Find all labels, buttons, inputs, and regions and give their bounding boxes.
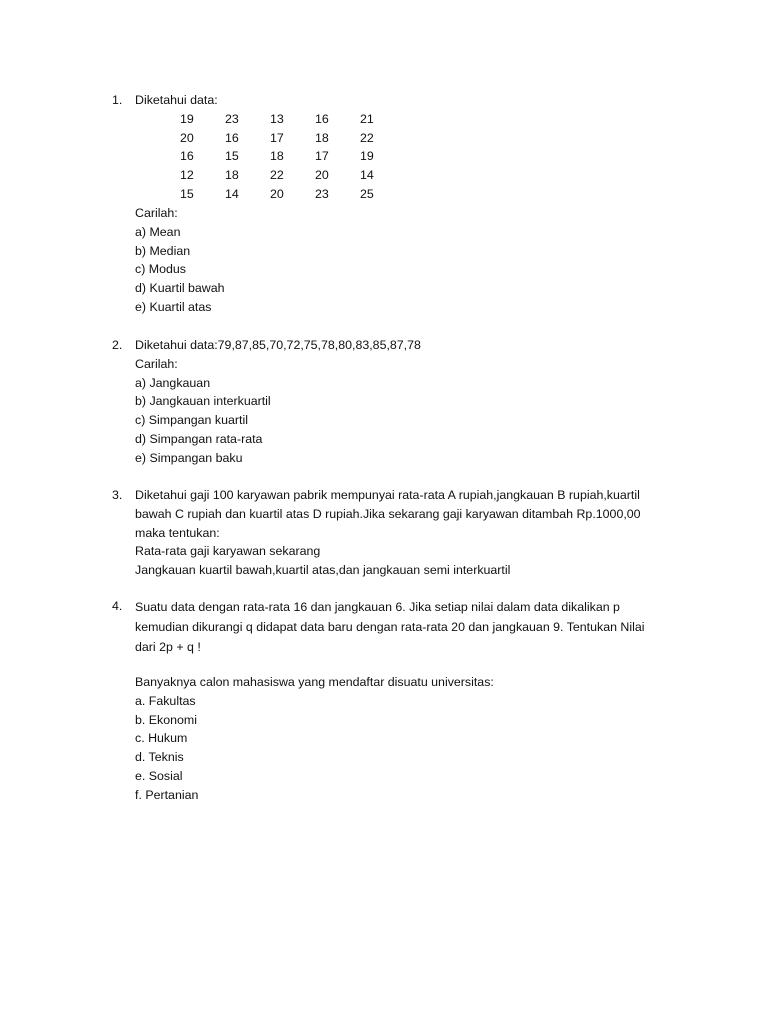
table-cell: 12 [180,168,194,183]
table-cell: 23 [225,111,239,126]
table-cell: 13 [270,111,284,126]
table-cell: 20 [315,168,329,183]
question-number: 4. [112,599,123,613]
question-intro: Diketahui data: [135,93,218,107]
list-item: c. Hukum [135,731,188,746]
list-item: b) Jangkauan interkuartil [135,394,271,409]
question-number: 3. [112,488,123,502]
table-row [180,185,405,204]
list-item: d. Teknis [135,750,184,765]
table-row [180,110,405,129]
list-item: a) Mean [135,224,181,239]
list-item: b. Ekonomi [135,712,197,727]
question-text-line: kemudian dikurangi q didapat data baru dengan rata-rata 20 dan jangkauan 9. Tentukan Nilai [135,620,645,634]
table-cell: 16 [315,111,329,126]
table-cell: 21 [360,111,374,126]
data-table [180,110,405,204]
question-intro: Banyaknya calon mahasiswa yang mendaftar disuatu universitas: [135,675,494,689]
table-cell: 17 [315,149,329,164]
list-item: c) Simpangan kuartil [135,413,248,428]
list-item: Rata-rata gaji karyawan sekarang [135,544,321,559]
list-item: e) Simpangan baku [135,450,243,465]
list-item: e. Sosial [135,768,183,783]
question-text-line: Diketahui gaji 100 karyawan pabrik mempunyai rata-rata A rupiah,jangkauan B rupiah,kuartil [135,488,640,502]
table-cell: 14 [225,186,239,201]
question-number: 1. [112,93,123,107]
table-row [180,147,405,166]
list-item: a) Jangkauan [135,375,211,390]
question-body [135,91,675,110]
table-cell: 17 [270,130,284,145]
table-cell: 18 [225,168,239,183]
list-item: Jangkauan kuartil bawah,kuartil atas,dan jangkauan semi interkuartil [135,563,511,578]
table-cell: 22 [360,130,374,145]
table-cell: 20 [180,130,194,145]
table-cell: 18 [315,130,329,145]
question-body [135,486,675,580]
list-item: c) Modus [135,262,186,277]
question-ask: Carilah: [135,206,178,220]
table-cell: 19 [180,111,194,126]
list-item: b) Median [135,243,191,258]
question-body [135,336,675,468]
list-item: d) Simpangan rata-rata [135,431,263,446]
table-cell: 15 [180,186,194,201]
list-item: d) Kuartil bawah [135,281,225,296]
question-text-line: dari 2p + q ! [135,640,201,654]
table-cell: 16 [225,130,239,145]
question-text-line: Suatu data dengan rata-rata 16 dan jangkauan 6. Jika setiap nilai dalam data dikalikan p [135,600,620,614]
list-item: e) Kuartil atas [135,299,212,314]
table-cell: 18 [270,149,284,164]
list-item: f. Pertanian [135,787,199,802]
list-item: a. Fakultas [135,693,196,708]
question-text-line: bawah C rupiah dan kuartil atas D rupiah.Jika sekarang gaji karyawan ditambah Rp.1000,00 [135,506,641,521]
table-cell: 22 [270,168,284,183]
question-ask: Carilah: [135,356,178,371]
question-body [135,597,675,657]
table-cell: 25 [360,186,374,201]
table-cell: 15 [225,149,239,164]
table-cell: 23 [315,186,329,201]
table-row [180,166,405,185]
table-row [180,129,405,148]
table-cell: 14 [360,168,374,183]
question-text-line: maka tentukan: [135,525,220,540]
table-cell: 19 [360,149,374,164]
question-body [135,673,675,805]
table-cell: 16 [180,149,194,164]
question-tasks [135,204,675,317]
question-intro: Diketahui data:79,87,85,70,72,75,78,80,83,85,87,78 [135,338,421,352]
question-number: 2. [112,338,123,352]
table-cell: 20 [270,186,284,201]
